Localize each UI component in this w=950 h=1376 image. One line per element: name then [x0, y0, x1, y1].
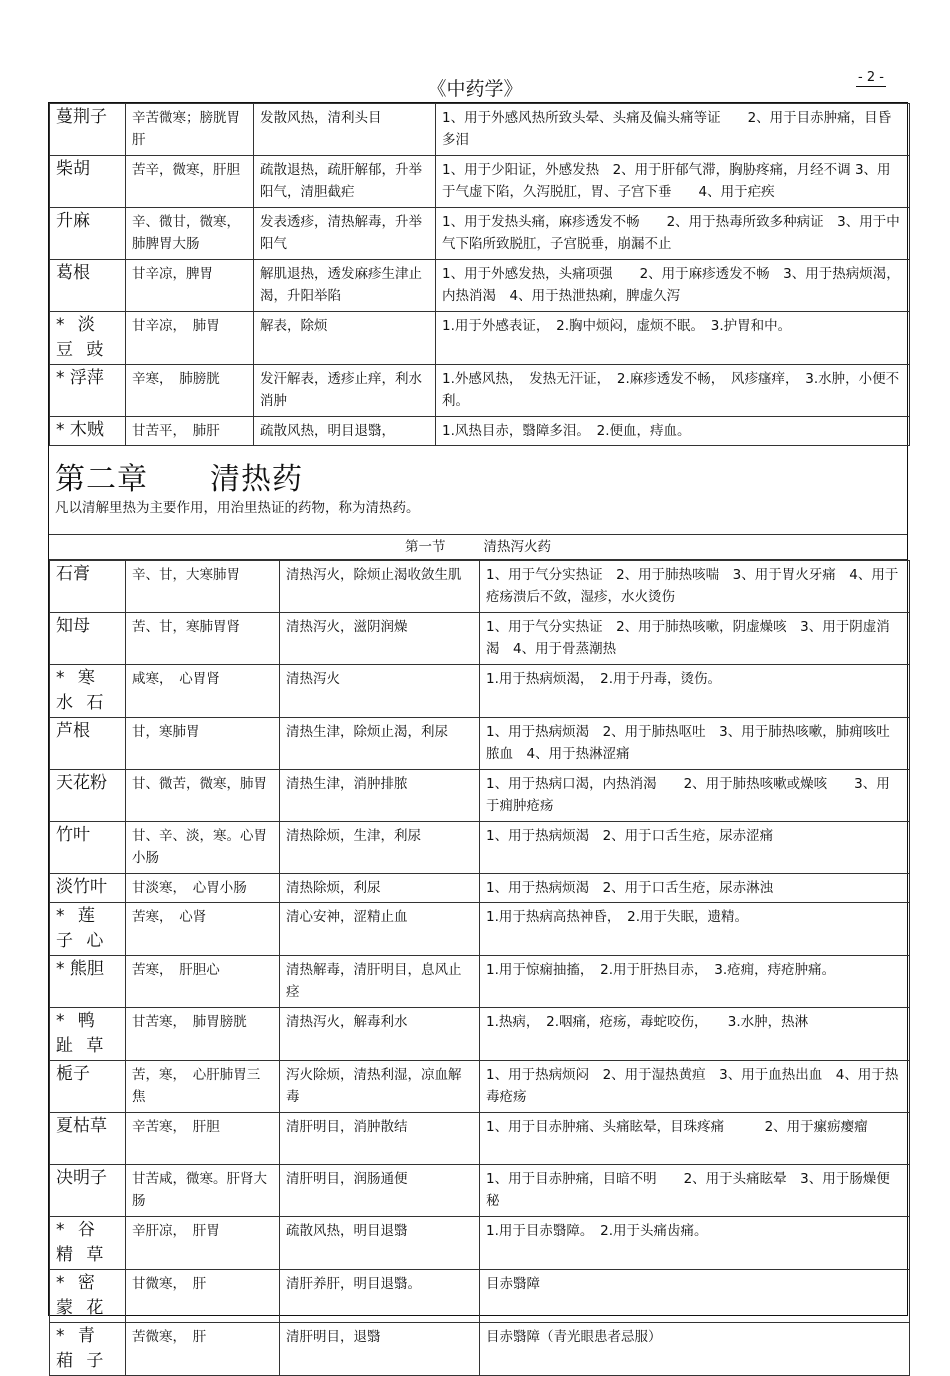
- table-row: [50, 822, 910, 874]
- herb-nature: 甘苦寒， 肺胃膀胱: [126, 1008, 280, 1061]
- herb-name: * 浮萍: [50, 365, 126, 417]
- herb-table-1: [49, 103, 910, 446]
- herb-effect: 清热解毒，清肝明目，息风止痉: [280, 956, 480, 1008]
- table-row: [50, 1061, 910, 1113]
- chapter-title: 第二章 清热药: [55, 462, 303, 497]
- herb-nature: 苦辛，微寒，肝胆: [126, 156, 254, 208]
- herb-nature: 苦微寒， 肝: [126, 1323, 280, 1376]
- herb-name: * 寒 水 石: [50, 665, 126, 718]
- herb-name: * 青 葙 子: [50, 1323, 126, 1376]
- herb-name: * 熊胆: [50, 956, 126, 1008]
- herb-name: * 莲 子 心: [50, 903, 126, 956]
- herb-effect: 疏散风热，明目退翳，: [254, 417, 436, 446]
- herb-name: 石膏: [50, 561, 126, 613]
- herb-nature: 辛、微甘，微寒，肺脾胃大肠: [126, 208, 254, 260]
- herb-nature: 辛、甘，大寒肺胃: [126, 561, 280, 613]
- table-row: [50, 260, 910, 312]
- section-number: 第一节: [405, 539, 446, 555]
- chapter-header: [49, 446, 907, 535]
- content-frame: [48, 102, 908, 1371]
- herb-use: 1.用于外感表证， 2.胸中烦闷，虚烦不眠。 3.护胃和中。: [436, 312, 910, 365]
- table-row: [50, 312, 910, 365]
- table-row: [50, 104, 910, 156]
- table-row: [50, 718, 910, 770]
- herb-use: 1、用于热病烦渴 2、用于口舌生疮，尿赤涩痛: [480, 822, 910, 874]
- herb-name: 夏枯草: [50, 1113, 126, 1165]
- herb-effect: 清热泻火，滋阴润燥: [280, 613, 480, 665]
- herb-use: 1.用于目赤翳障。 2.用于头痛齿痛。: [480, 1217, 910, 1270]
- herb-use: 1、用于外感风热所致头晕、头痛及偏头痛等证 2、用于目赤肿痛，目昏多泪: [436, 104, 910, 156]
- table-row: [50, 1217, 910, 1270]
- herb-nature: 辛肝凉， 肝胃: [126, 1217, 280, 1270]
- table-row: [50, 1323, 910, 1376]
- herb-name: 淡竹叶: [50, 874, 126, 903]
- section-header: [49, 535, 907, 560]
- table-row: [50, 208, 910, 260]
- herb-use: 1、用于热病烦渴 2、用于口舌生疮，尿赤淋浊: [480, 874, 910, 903]
- herb-name: 知母: [50, 613, 126, 665]
- herb-effect: 清热泻火: [280, 665, 480, 718]
- herb-nature: 甘、微苦，微寒，肺胃: [126, 770, 280, 822]
- herb-effect: 清热泻火，除烦止渴收敛生肌: [280, 561, 480, 613]
- herb-effect: 清肝明目，润肠通便: [280, 1165, 480, 1217]
- herb-effect: 清热除烦，生津，利尿: [280, 822, 480, 874]
- herb-name: 芦根: [50, 718, 126, 770]
- herb-name: 竹叶: [50, 822, 126, 874]
- herb-name: 决明子: [50, 1165, 126, 1217]
- section-title: 清热泻火药: [483, 539, 551, 555]
- table-row: [50, 665, 910, 718]
- herb-use: 1.用于惊痫抽搐， 2.用于肝热目赤， 3.疮痈，痔疮肿痛。: [480, 956, 910, 1008]
- herb-use: 1、用于目赤肿痛，目暗不明 2、用于头痛眩晕 3、用于肠燥便秘: [480, 1165, 910, 1217]
- herb-effect: 解表，除烦: [254, 312, 436, 365]
- herb-nature: 甘苦咸，微寒。肝肾大肠: [126, 1165, 280, 1217]
- herb-table-2: [49, 560, 910, 1376]
- herb-effect: 清肝养肝，明目退翳。: [280, 1270, 480, 1323]
- herb-name: 升麻: [50, 208, 126, 260]
- herb-name: * 密 蒙 花: [50, 1270, 126, 1323]
- table-row: [50, 903, 910, 956]
- table-row: [50, 1113, 910, 1165]
- herb-use: 1、用于气分实热证 2、用于肺热咳喘 3、用于胃火牙痛 4、用于疮疡溃后不敛，湿疹，水火烫伤: [480, 561, 910, 613]
- herb-use: 1、用于少阳证，外感发热 2、用于肝郁气滞，胸胁疼痛，月经不调 3、用于气虚下陷，久泻脱肛，胃、子宫下垂 4、用于疟疾: [436, 156, 910, 208]
- table-row: [50, 956, 910, 1008]
- herb-nature: 苦寒， 肝胆心: [126, 956, 280, 1008]
- table-row: [50, 1165, 910, 1217]
- herb-effect: 发散风热，清利头目: [254, 104, 436, 156]
- herb-name: 葛根: [50, 260, 126, 312]
- table-row: [50, 561, 910, 613]
- herb-nature: 辛苦微寒；膀胱胃肝: [126, 104, 254, 156]
- table-row: [50, 1008, 910, 1061]
- herb-nature: 辛寒， 肺膀胱: [126, 365, 254, 417]
- herb-use: 1、用于目赤肿痛、头痛眩晕，目珠疼痛 2、用于瘰疬瘿瘤: [480, 1113, 910, 1165]
- herb-nature: 甘苦平， 肺肝: [126, 417, 254, 446]
- herb-name: * 淡 豆 豉: [50, 312, 126, 365]
- herb-nature: 辛苦寒， 肝胆: [126, 1113, 280, 1165]
- page-number: - 2 -: [858, 70, 884, 85]
- herb-use: 1、用于热病烦渴 2、用于肺热呕吐 3、用于肺热咳嗽，肺痈咳吐脓血 4、用于热淋涩痛: [480, 718, 910, 770]
- page-title: 《中药学》: [427, 78, 523, 100]
- table-row: [50, 417, 910, 446]
- herb-nature: 甘淡寒， 心胃小肠: [126, 874, 280, 903]
- herb-name: 柴胡: [50, 156, 126, 208]
- table-row: [50, 365, 910, 417]
- herb-nature: 甘微寒， 肝: [126, 1270, 280, 1323]
- table-row: [50, 1270, 910, 1323]
- herb-effect: 疏散风热，明目退翳: [280, 1217, 480, 1270]
- table-row: [50, 874, 910, 903]
- herb-nature: 咸寒， 心胃肾: [126, 665, 280, 718]
- herb-use: 1、用于热病烦闷 2、用于湿热黄疸 3、用于血热出血 4、用于热毒疮疡: [480, 1061, 910, 1113]
- herb-nature: 甘辛凉， 肺胃: [126, 312, 254, 365]
- herb-nature: 甘，寒肺胃: [126, 718, 280, 770]
- herb-nature: 甘辛凉，脾胃: [126, 260, 254, 312]
- herb-effect: 清肝明目，退翳: [280, 1323, 480, 1376]
- herb-use: 1、用于发热头痛，麻疹透发不畅 2、用于热毒所致多种病证 3、用于中气下陷所致脱肛，子宫脱垂，崩漏不止: [436, 208, 910, 260]
- herb-effect: 解肌退热，透发麻疹生津止渴，升阳举陷: [254, 260, 436, 312]
- herb-nature: 苦寒， 心肾: [126, 903, 280, 956]
- table-row: [50, 613, 910, 665]
- herb-effect: 清热生津，消肿排脓: [280, 770, 480, 822]
- herb-use: 1.外感风热， 发热无汗证， 2.麻疹透发不畅， 风疹瘙痒， 3.水肿，小便不利。: [436, 365, 910, 417]
- herb-name: 蔓荆子: [50, 104, 126, 156]
- herb-nature: 甘、辛、淡，寒。心胃小肠: [126, 822, 280, 874]
- herb-effect: 泻火除烦，清热利湿，凉血解毒: [280, 1061, 480, 1113]
- herb-nature: 苦、甘，寒肺胃肾: [126, 613, 280, 665]
- herb-effect: 发汗解表，透疹止痒，利水消肿: [254, 365, 436, 417]
- herb-effect: 清心安神，涩精止血: [280, 903, 480, 956]
- herb-use: 1.用于热病高热神昏， 2.用于失眠，遗精。: [480, 903, 910, 956]
- herb-effect: 清热生津，除烦止渴，利尿: [280, 718, 480, 770]
- herb-use: 1、用于热病口渴，内热消渴 2、用于肺热咳嗽或燥咳 3、用于痈肿疮疡: [480, 770, 910, 822]
- herb-use: 1、用于气分实热证 2、用于肺热咳嗽，阴虚燥咳 3、用于阴虚消渴 4、用于骨蒸潮热: [480, 613, 910, 665]
- herb-use: 1.热病， 2.咽痛，疮疡，毒蛇咬伤， 3.水肿，热淋: [480, 1008, 910, 1061]
- herb-name: 栀子: [50, 1061, 126, 1113]
- table-row: [50, 770, 910, 822]
- herb-name: * 谷 精 草: [50, 1217, 126, 1270]
- herb-name: 天花粉: [50, 770, 126, 822]
- herb-effect: 清肝明目，消肿散结: [280, 1113, 480, 1165]
- herb-effect: 清热除烦，利尿: [280, 874, 480, 903]
- herb-use: 1.风热目赤，翳障多泪。 2.便血，痔血。: [436, 417, 910, 446]
- chapter-description: 凡以清解里热为主要作用，用治里热证的药物，称为清热药。: [55, 500, 420, 516]
- herb-name: * 木贼: [50, 417, 126, 446]
- herb-use: 目赤翳障: [480, 1270, 910, 1323]
- herb-name: * 鸭 趾 草: [50, 1008, 126, 1061]
- herb-use: 目赤翳障（青光眼患者忌服）: [480, 1323, 910, 1376]
- herb-effect: 疏散退热，疏肝解郁，升举阳气，清胆截疟: [254, 156, 436, 208]
- herb-nature: 苦，寒， 心肝肺胃三焦: [126, 1061, 280, 1113]
- herb-effect: 清热泻火，解毒利水: [280, 1008, 480, 1061]
- herb-effect: 发表透疹，清热解毒，升举阳气: [254, 208, 436, 260]
- herb-use: 1、用于外感发热，头痛项强 2、用于麻疹透发不畅 3、用于热病烦渴，内热消渴 4、用于热泄热痢，脾虚久泻: [436, 260, 910, 312]
- table-row: [50, 156, 910, 208]
- herb-use: 1.用于热病烦渴， 2.用于丹毒，烫伤。: [480, 665, 910, 718]
